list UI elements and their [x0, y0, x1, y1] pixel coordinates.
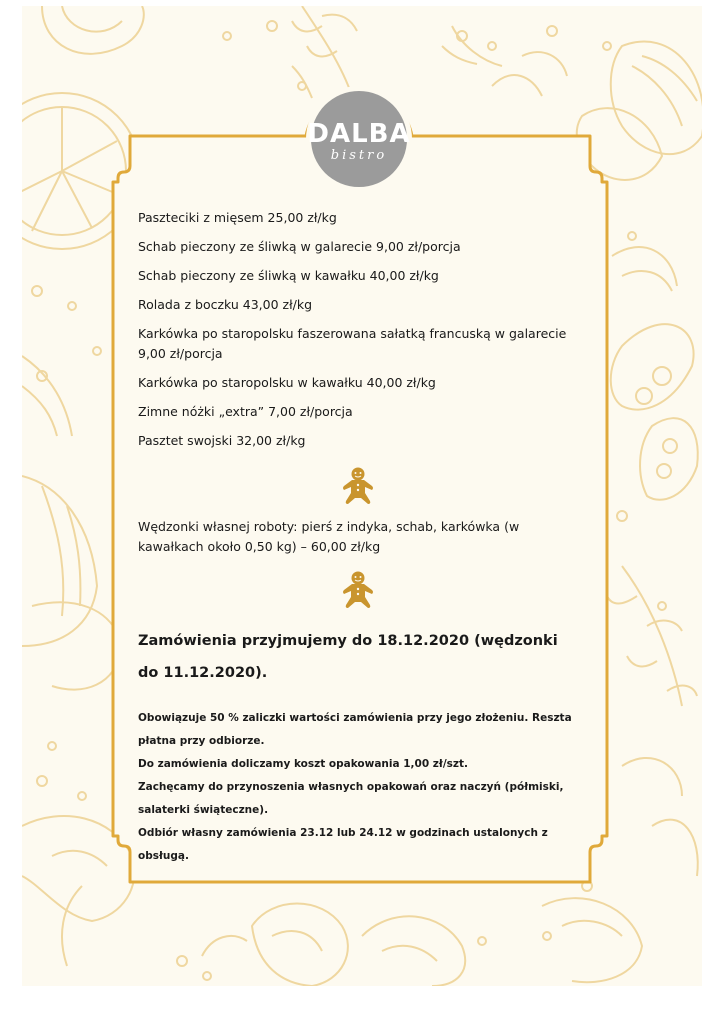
gingerbread-ornament — [138, 467, 578, 505]
smoked-meats-item: Wędzonki własnej roboty: pierś z indyka, schab, karkówka (w kawałkach około 0,50 kg) – 60,00 zł/kg — [138, 519, 520, 554]
menu-item: Rolada z boczku 43,00 zł/kg — [138, 297, 313, 312]
logo-circle — [307, 91, 411, 187]
menu-item: Paszteciki z mięsem 25,00 zł/kg — [138, 210, 337, 225]
order-note: Odbiór własny zamówienia 23.12 lub 24.12 w godzinach ustalonych z obsługą. — [138, 827, 548, 862]
gingerbread-man-icon — [342, 467, 374, 505]
menu-item: Karkówka po staropolsku faszerowana sałatką francuską w galarecie 9,00 zł/porcja — [138, 326, 567, 361]
menu-item: Schab pieczony ze śliwką w galarecie 9,00 zł/porcja — [138, 239, 461, 254]
dalba-bistro-logo — [306, 86, 412, 192]
menu-item: Zimne nóżki „extra” 7,00 zł/porcja — [138, 404, 353, 419]
gingerbread-ornament — [138, 571, 578, 609]
logo-subtitle: bistro — [330, 148, 388, 163]
menu-item: Pasztet swojski 32,00 zł/kg — [138, 433, 306, 448]
menu-item: Schab pieczony ze śliwką w kawałku 40,00 zł/kg — [138, 268, 439, 283]
menu-item: Karkówka po staropolsku w kawałku 40,00 zł/kg — [138, 375, 436, 390]
order-note: Do zamówienia doliczamy koszt opakowania 1,00 zł/szt. — [138, 758, 469, 770]
order-note: Obowiązuje 50 % zaliczki wartości zamówienia przy jego złożeniu. Reszta płatna przy odbiorze. — [138, 712, 572, 747]
logo-name: DALBA — [307, 119, 411, 149]
order-deadline: Zamówienia przyjmujemy do 18.12.2020 (wędzonki do 11.12.2020). — [138, 633, 558, 681]
order-note: Zachęcamy do przynoszenia własnych opakowań oraz naczyń (półmiski, salaterki świąteczne). — [138, 781, 564, 816]
menu-content — [138, 208, 578, 868]
gingerbread-man-icon — [342, 571, 374, 609]
